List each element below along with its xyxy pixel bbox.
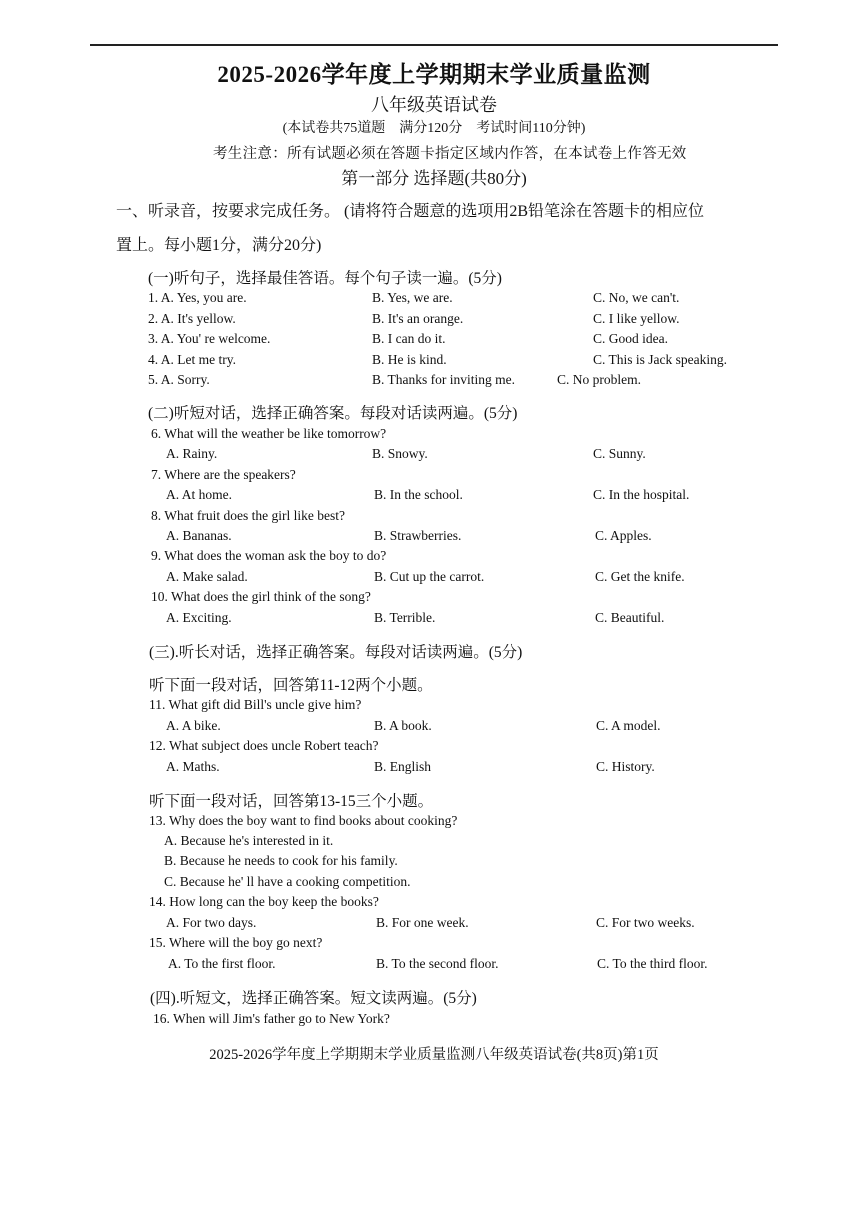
q9-option-a: A. Make salad.	[166, 569, 248, 584]
q15-option-b: B. To the second floor.	[376, 956, 499, 971]
q2-option-a: 2. A. It's yellow.	[148, 311, 236, 326]
q10-option-b: B. Terrible.	[374, 610, 436, 625]
q15-stem: 15. Where will the boy go next?	[149, 935, 323, 950]
q16-stem: 16. When will Jim's father go to New York?	[153, 1011, 390, 1026]
q1-option-c: C. No, we can't.	[593, 290, 680, 305]
q10-option-a: A. Exciting.	[166, 610, 232, 625]
q14-option-c: C. For two weeks.	[596, 915, 695, 930]
q9-option-c: C. Get the knife.	[595, 569, 685, 584]
exam-notice: 考生注意：所有试题必须在答题卡指定区域内作答，在本试卷上作答无效	[213, 146, 687, 162]
q4-option-a: 4. A. Let me try.	[148, 352, 236, 367]
q10-stem: 10. What does the girl think of the song?	[151, 589, 371, 604]
q7-stem: 7. Where are the speakers?	[151, 467, 296, 482]
q14-stem: 14. How long can the boy keep the books?	[149, 894, 379, 909]
q11-option-b: B. A book.	[374, 718, 432, 733]
q13-option-b: B. Because he needs to cook for his family.	[164, 853, 398, 868]
q6-stem: 6. What will the weather be like tomorrow?	[151, 426, 387, 441]
header-rule	[90, 44, 778, 46]
q13-stem: 13. Why does the boy want to find books about cooking?	[149, 813, 458, 828]
q6-option-b: B. Snowy.	[372, 446, 428, 461]
q8-option-c: C. Apples.	[595, 528, 652, 543]
q3-option-a: 3. A. You' re welcome.	[148, 331, 271, 346]
section-heading-4: (四).听短文，选择正确答案。短文读两遍。(5分)	[150, 990, 477, 1007]
q4-option-b: B. He is kind.	[372, 352, 447, 367]
q14-option-b: B. For one week.	[376, 915, 469, 930]
exam-title: 2025-2026学年度上学期期末学业质量监测	[217, 62, 651, 87]
q15-option-a: A. To the first floor.	[168, 956, 276, 971]
q8-option-a: A. Bananas.	[166, 528, 232, 543]
q9-option-b: B. Cut up the carrot.	[374, 569, 485, 584]
q12-option-a: A. Maths.	[166, 759, 220, 774]
q12-option-b: B. English	[374, 759, 432, 774]
q11-stem: 11. What gift did Bill's uncle give him?	[149, 697, 362, 712]
section-heading-1: (一)听句子，选择最佳答语。每个句子读一遍。(5分)	[148, 270, 502, 287]
instruction-line-2: 置上。每小题1分，满分20分)	[116, 237, 322, 254]
section-heading-2: (二)听短对话，选择正确答案。每段对话读两遍。(5分)	[148, 405, 518, 422]
q15-option-c: C. To the third floor.	[597, 956, 708, 971]
q3-option-b: B. I can do it.	[372, 331, 446, 346]
q5-option-a: 5. A. Sorry.	[148, 372, 210, 387]
q9-stem: 9. What does the woman ask the boy to do?	[151, 548, 387, 563]
q12-option-c: C. History.	[596, 759, 655, 774]
instruction-line-1: 一、听录音，按要求完成任务。 (请将符合题意的选项用2B铅笔涂在答题卡的相应位	[116, 203, 705, 220]
q7-option-b: B. In the school.	[374, 487, 463, 502]
q6-option-a: A. Rainy.	[166, 446, 218, 461]
q7-option-c: C. In the hospital.	[593, 487, 690, 502]
q1-option-a: 1. A. Yes, you are.	[148, 290, 247, 305]
q2-option-b: B. It's an orange.	[372, 311, 464, 326]
q12-stem: 12. What subject does uncle Robert teach?	[149, 738, 379, 753]
q5-option-b: B. Thanks for inviting me.	[372, 372, 515, 387]
q10-option-c: C. Beautiful.	[595, 610, 665, 625]
section-heading-3: (三).听长对话，选择正确答案。每段对话读两遍。(5分)	[149, 644, 523, 661]
q6-option-c: C. Sunny.	[593, 446, 646, 461]
section-3-subheading-b: 听下面一段对话，回答第13-15三个小题。	[149, 793, 434, 810]
q14-option-a: A. For two days.	[166, 915, 257, 930]
q13-option-c: C. Because he' ll have a cooking competition.	[164, 874, 411, 889]
q4-option-c: C. This is Jack speaking.	[593, 352, 727, 367]
q13-option-a: A. Because he's interested in it.	[164, 833, 334, 848]
part-heading: 第一部分 选择题(共80分)	[341, 169, 527, 188]
q8-stem: 8. What fruit does the girl like best?	[151, 508, 345, 523]
q5-option-c: C. No problem.	[557, 372, 641, 387]
q3-option-c: C. Good idea.	[593, 331, 668, 346]
q2-option-c: C. I like yellow.	[593, 311, 680, 326]
q7-option-a: A. At home.	[166, 487, 232, 502]
q8-option-b: B. Strawberries.	[374, 528, 462, 543]
q11-option-a: A. A bike.	[166, 718, 221, 733]
exam-subtitle: 八年级英语试卷	[371, 95, 497, 115]
q11-option-c: C. A model.	[596, 718, 661, 733]
q1-option-b: B. Yes, we are.	[372, 290, 453, 305]
exam-info: (本试卷共75道题 满分120分 考试时间110分钟)	[282, 121, 586, 136]
section-3-subheading-a: 听下面一段对话，回答第11-12两个小题。	[149, 677, 433, 694]
page-footer: 2025-2026学年度上学期期末学业质量监测八年级英语试卷(共8页)第1页	[209, 1047, 659, 1063]
